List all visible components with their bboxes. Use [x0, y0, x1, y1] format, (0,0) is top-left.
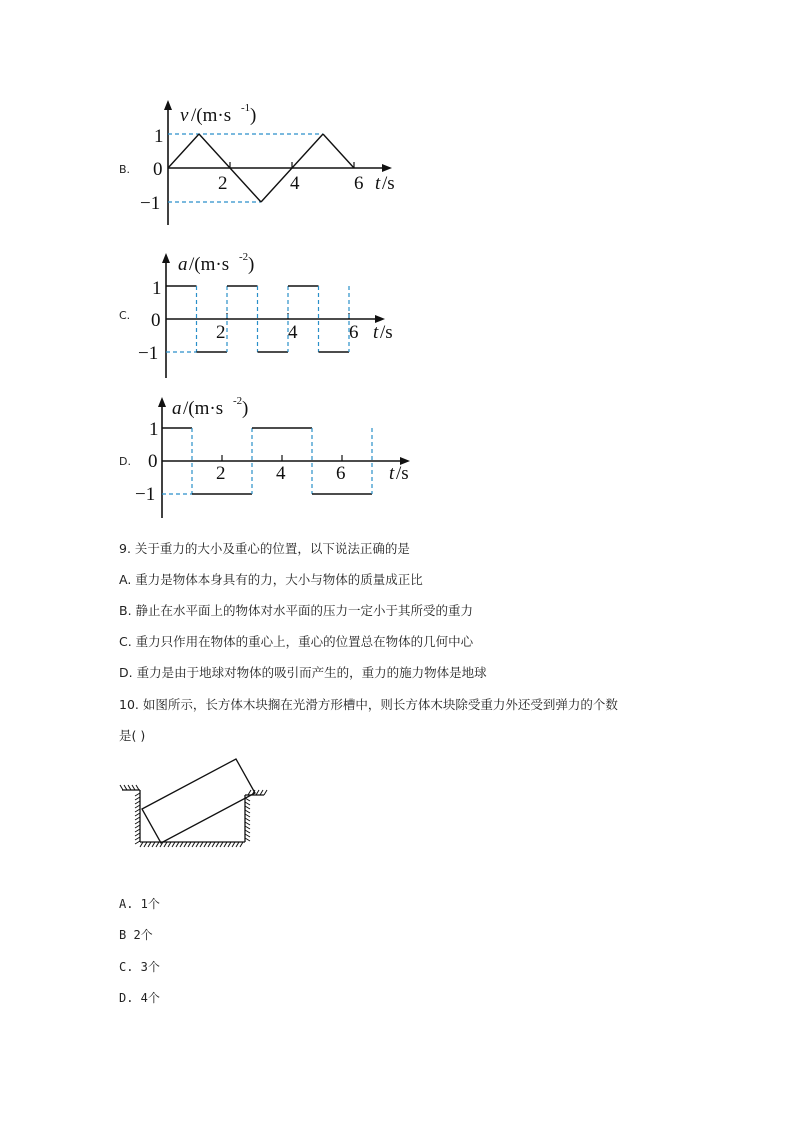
velocity-time-graph-b	[110, 95, 410, 235]
question-10-stem: 10. 如图所示，长方体木块搁在光滑方形槽中，则长方体木块除受重力外还受到弹力的个数	[119, 697, 618, 712]
y-tick-label: 1	[152, 278, 162, 299]
y-axis-unit: /(m·s	[189, 254, 230, 275]
question-9-option-b[interactable]: B. 静止在水平面上的物体对水平面的压力一定小于其所受的重力	[119, 603, 474, 618]
y-axis-arrow	[162, 253, 170, 263]
x-tick-label: 4	[288, 322, 298, 343]
option-d-label: D.	[119, 455, 131, 468]
x-axis-unit: /s	[380, 322, 393, 343]
x-tick-label: 6	[354, 173, 364, 194]
x-tick-label: 2	[216, 463, 226, 484]
question-9-stem: 9. 关于重力的大小及重心的位置，以下说法正确的是	[119, 541, 410, 556]
y-tick-label: 0	[148, 451, 158, 472]
y-axis-arrow	[158, 397, 166, 407]
x-axis-unit: /s	[382, 173, 395, 194]
y-axis-unit-exponent: -2	[233, 395, 243, 407]
question-9-option-a[interactable]: A. 重力是物体本身具有的力，大小与物体的质量成正比	[119, 572, 423, 587]
y-axis-arrow	[164, 100, 172, 110]
x-axis-arrow	[382, 164, 392, 172]
x-axis-var: t	[373, 322, 379, 343]
question-10-option-d[interactable]: D. 4个	[119, 991, 160, 1005]
velocity-segment	[323, 134, 354, 168]
y-axis-unit-close: )	[242, 398, 249, 419]
rectangular-block	[142, 759, 255, 843]
y-axis-unit-close: )	[248, 254, 255, 275]
question-9-option-d[interactable]: D. 重力是由于地球对物体的吸引而产生的，重力的施力物体是地球	[119, 665, 487, 680]
x-tick-label: 6	[349, 322, 359, 343]
option-c-label: C.	[119, 309, 131, 322]
y-tick-label: 0	[153, 159, 163, 180]
y-tick-label: −1	[140, 193, 161, 214]
question-9-option-c[interactable]: C. 重力只作用在物体的重心上，重心的位置总在物体的几何中心	[119, 634, 474, 649]
y-tick-label: 1	[154, 126, 164, 147]
y-axis-quantity: a	[172, 398, 182, 419]
acceleration-time-graph-d	[110, 390, 420, 525]
x-tick-label: 2	[216, 322, 226, 343]
x-axis-var: t	[389, 463, 395, 484]
y-axis-unit: /(m·s	[183, 398, 224, 419]
question-10-stem-continued: 是( )	[119, 728, 146, 743]
y-axis-quantity: v	[180, 105, 189, 126]
x-axis-var: t	[375, 173, 381, 194]
y-axis-unit: /(m·s	[191, 105, 232, 126]
block-in-groove-figure	[118, 755, 268, 855]
question-10-option-b[interactable]: B 2个	[119, 928, 153, 942]
x-tick-label: 2	[218, 173, 228, 194]
x-axis-unit: /s	[396, 463, 409, 484]
y-tick-label: 0	[151, 310, 161, 331]
y-tick-label: 1	[149, 419, 159, 440]
y-axis-unit-close: )	[250, 105, 257, 126]
y-axis-quantity: a	[178, 254, 188, 275]
question-10-option-a[interactable]: A. 1个	[119, 897, 160, 911]
option-b-label: B.	[119, 163, 131, 176]
x-tick-label: 6	[336, 463, 346, 484]
y-axis-unit-exponent: -1	[241, 102, 251, 114]
x-tick-label: 4	[276, 463, 286, 484]
question-10-option-c[interactable]: C. 3个	[119, 960, 160, 974]
velocity-segment	[168, 134, 199, 168]
y-axis-unit-exponent: -2	[239, 251, 249, 263]
y-tick-label: −1	[138, 343, 159, 364]
x-tick-label: 4	[290, 173, 300, 194]
acceleration-time-graph-c	[110, 246, 410, 386]
y-tick-label: −1	[135, 484, 156, 505]
